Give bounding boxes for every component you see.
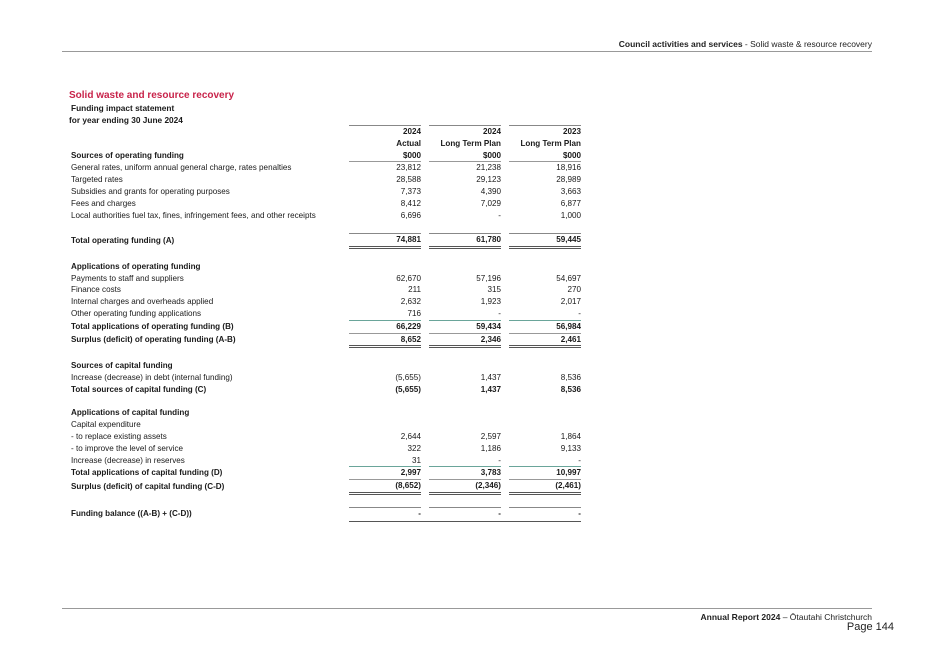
row-label: Capital expenditure [71, 420, 141, 430]
table-row [69, 174, 581, 186]
row-value: 3,783 [429, 467, 501, 480]
row-value: 2,346 [429, 333, 501, 347]
row-value: - [578, 308, 581, 318]
section-heading: Applications of capital funding [71, 408, 190, 418]
row-label: Surplus (deficit) of capital funding (C-D) [71, 481, 225, 491]
row-value: 1,186 [480, 443, 501, 453]
col-unit: $000 [509, 150, 581, 162]
total-row [69, 467, 581, 480]
row-value: - [349, 507, 421, 521]
row-label: Other operating funding applications [71, 309, 202, 319]
row-value: 2,461 [509, 333, 581, 347]
col-unit: $000 [429, 150, 501, 162]
total-row [69, 507, 581, 521]
table-row [69, 284, 581, 296]
table-row [69, 210, 581, 222]
row-value: (5,655) [395, 384, 421, 394]
footer-place: Ōtautahi Christchurch [789, 612, 872, 622]
footer-report: Annual Report 2024 [700, 612, 781, 622]
row-value: 56,984 [509, 320, 581, 333]
table-row [69, 186, 581, 198]
col-type: Long Term Plan [440, 138, 501, 148]
table-row [69, 443, 581, 455]
footer-separator: – [780, 612, 790, 622]
row-value: 61,780 [429, 234, 501, 248]
row-label: Local authorities fuel tax, fines, infringement fees, and other receipts [71, 210, 316, 220]
document-subtitle: Funding impact statement [71, 103, 175, 113]
row-value: (2,461) [509, 480, 581, 494]
header-subsection: - Solid waste & resource recovery [742, 39, 872, 49]
col-year: 2023 [509, 126, 581, 138]
row-value: 1,923 [480, 297, 501, 307]
row-label: Increase (decrease) in reserves [71, 455, 185, 465]
row-value: 1,864 [560, 431, 581, 441]
row-value: 6,877 [560, 198, 581, 208]
section-row [69, 360, 581, 372]
footer-divider [62, 608, 872, 609]
table-row [69, 296, 581, 308]
row-label: Fees and charges [71, 198, 136, 208]
row-value: 1,437 [480, 384, 501, 394]
row-value: 2,597 [480, 431, 501, 441]
table-row [69, 372, 581, 384]
spacer-row [69, 221, 581, 233]
row-value: - [429, 507, 501, 521]
row-value: (5,655) [395, 372, 421, 382]
section-row [69, 407, 581, 419]
row-value: 57,196 [476, 273, 501, 283]
col-type: Long Term Plan [520, 138, 581, 148]
total-row [69, 320, 581, 333]
row-label: Internal charges and overheads applied [71, 297, 214, 307]
table-row [69, 198, 581, 210]
document-period: for year ending 30 June 2024 [69, 115, 183, 125]
spacer-row [69, 347, 581, 360]
spacer-row [69, 493, 581, 507]
row-label: Total sources of capital funding (C) [71, 384, 207, 394]
row-label: Increase (decrease) in debt (internal funding) [71, 372, 233, 382]
row-value: 7,029 [480, 198, 501, 208]
row-value: 4,390 [480, 186, 501, 196]
row-value: 66,229 [349, 320, 421, 333]
row-value: 23,812 [396, 163, 421, 173]
row-value: 28,588 [396, 175, 421, 185]
table-row [69, 162, 581, 174]
header-divider [62, 51, 872, 52]
row-value: 1,437 [480, 372, 501, 382]
col-year: 2024 [349, 126, 421, 138]
row-value: 270 [567, 285, 581, 295]
row-label: Targeted rates [71, 175, 123, 185]
row-value: 6,696 [400, 210, 421, 220]
row-value: 9,133 [560, 443, 581, 453]
row-value: 2,017 [560, 297, 581, 307]
row-label: General rates, uniform annual general charge, rates penalties [71, 163, 292, 173]
row-value: 29,123 [476, 175, 501, 185]
row-value: 315 [487, 285, 501, 295]
table-row [69, 455, 581, 467]
row-value: 2,632 [400, 297, 421, 307]
row-value: 2,997 [349, 467, 421, 480]
spacer-row [69, 396, 581, 408]
row-value: 74,881 [349, 234, 421, 248]
section-heading: Sources of capital funding [71, 361, 173, 371]
row-value: (2,346) [429, 480, 501, 494]
row-label: Total operating funding (A) [71, 235, 175, 245]
row-value: 54,697 [556, 273, 581, 283]
section-heading: Applications of operating funding [71, 261, 201, 271]
row-label: Payments to staff and suppliers [71, 273, 184, 283]
table-row [69, 431, 581, 443]
table-row [69, 419, 581, 431]
row-value: 59,445 [509, 234, 581, 248]
row-label: Surplus (deficit) of operating funding (A-B) [71, 335, 236, 345]
row-value: 62,670 [396, 273, 421, 283]
header-row-type [69, 138, 581, 150]
row-label: Finance costs [71, 285, 121, 295]
table-row [69, 273, 581, 285]
row-value: 21,238 [476, 163, 501, 173]
spacer-row [69, 247, 581, 260]
table-row [69, 308, 581, 320]
row-value: 716 [407, 308, 421, 318]
row-value: - [509, 507, 581, 521]
row-value: 10,997 [509, 467, 581, 480]
row-label: Subsidies and grants for operating purposes [71, 186, 230, 196]
row-value: 7,373 [400, 186, 421, 196]
row-value: 1,000 [560, 210, 581, 220]
row-value: 211 [408, 285, 421, 295]
row-value: 59,434 [429, 320, 501, 333]
funding-impact-table [69, 125, 581, 522]
row-label: Total applications of capital funding (D) [71, 468, 223, 478]
row-label: - to replace existing assets [71, 431, 167, 441]
header-section: Council activities and services [618, 39, 743, 49]
row-value: - [498, 455, 501, 465]
row-value: (8,652) [349, 480, 421, 494]
row-value: - [498, 308, 501, 318]
page-number: Page 144 [846, 621, 894, 633]
page-header [619, 39, 872, 49]
col-unit: $000 [349, 150, 421, 162]
document-title: Solid waste and resource recovery [69, 90, 235, 101]
total-row [69, 234, 581, 248]
section-row [69, 261, 581, 273]
row-value: 18,916 [556, 163, 581, 173]
row-value: 322 [407, 443, 421, 453]
total-row [69, 333, 581, 347]
row-value: 3,663 [560, 186, 581, 196]
row-value: 28,989 [556, 175, 581, 185]
section-heading: Sources of operating funding [71, 150, 184, 160]
row-label: - to improve the level of service [71, 443, 184, 453]
row-value: 8,412 [400, 198, 421, 208]
row-label: Funding balance ((A-B) + (C-D)) [69, 507, 335, 521]
row-value: 8,536 [560, 372, 581, 382]
total-row [69, 480, 581, 494]
row-value: - [498, 210, 501, 220]
row-label: Total applications of operating funding (B) [71, 321, 234, 331]
header-row-unit [69, 150, 581, 162]
row-value: 2,644 [400, 431, 421, 441]
row-value: 8,652 [349, 333, 421, 347]
total-row [69, 384, 581, 396]
col-year: 2024 [429, 126, 501, 138]
row-value: - [578, 455, 581, 465]
col-type: Actual [396, 138, 421, 148]
row-value: 8,536 [560, 384, 581, 394]
row-value: 31 [411, 455, 421, 465]
header-row-year [69, 126, 581, 138]
